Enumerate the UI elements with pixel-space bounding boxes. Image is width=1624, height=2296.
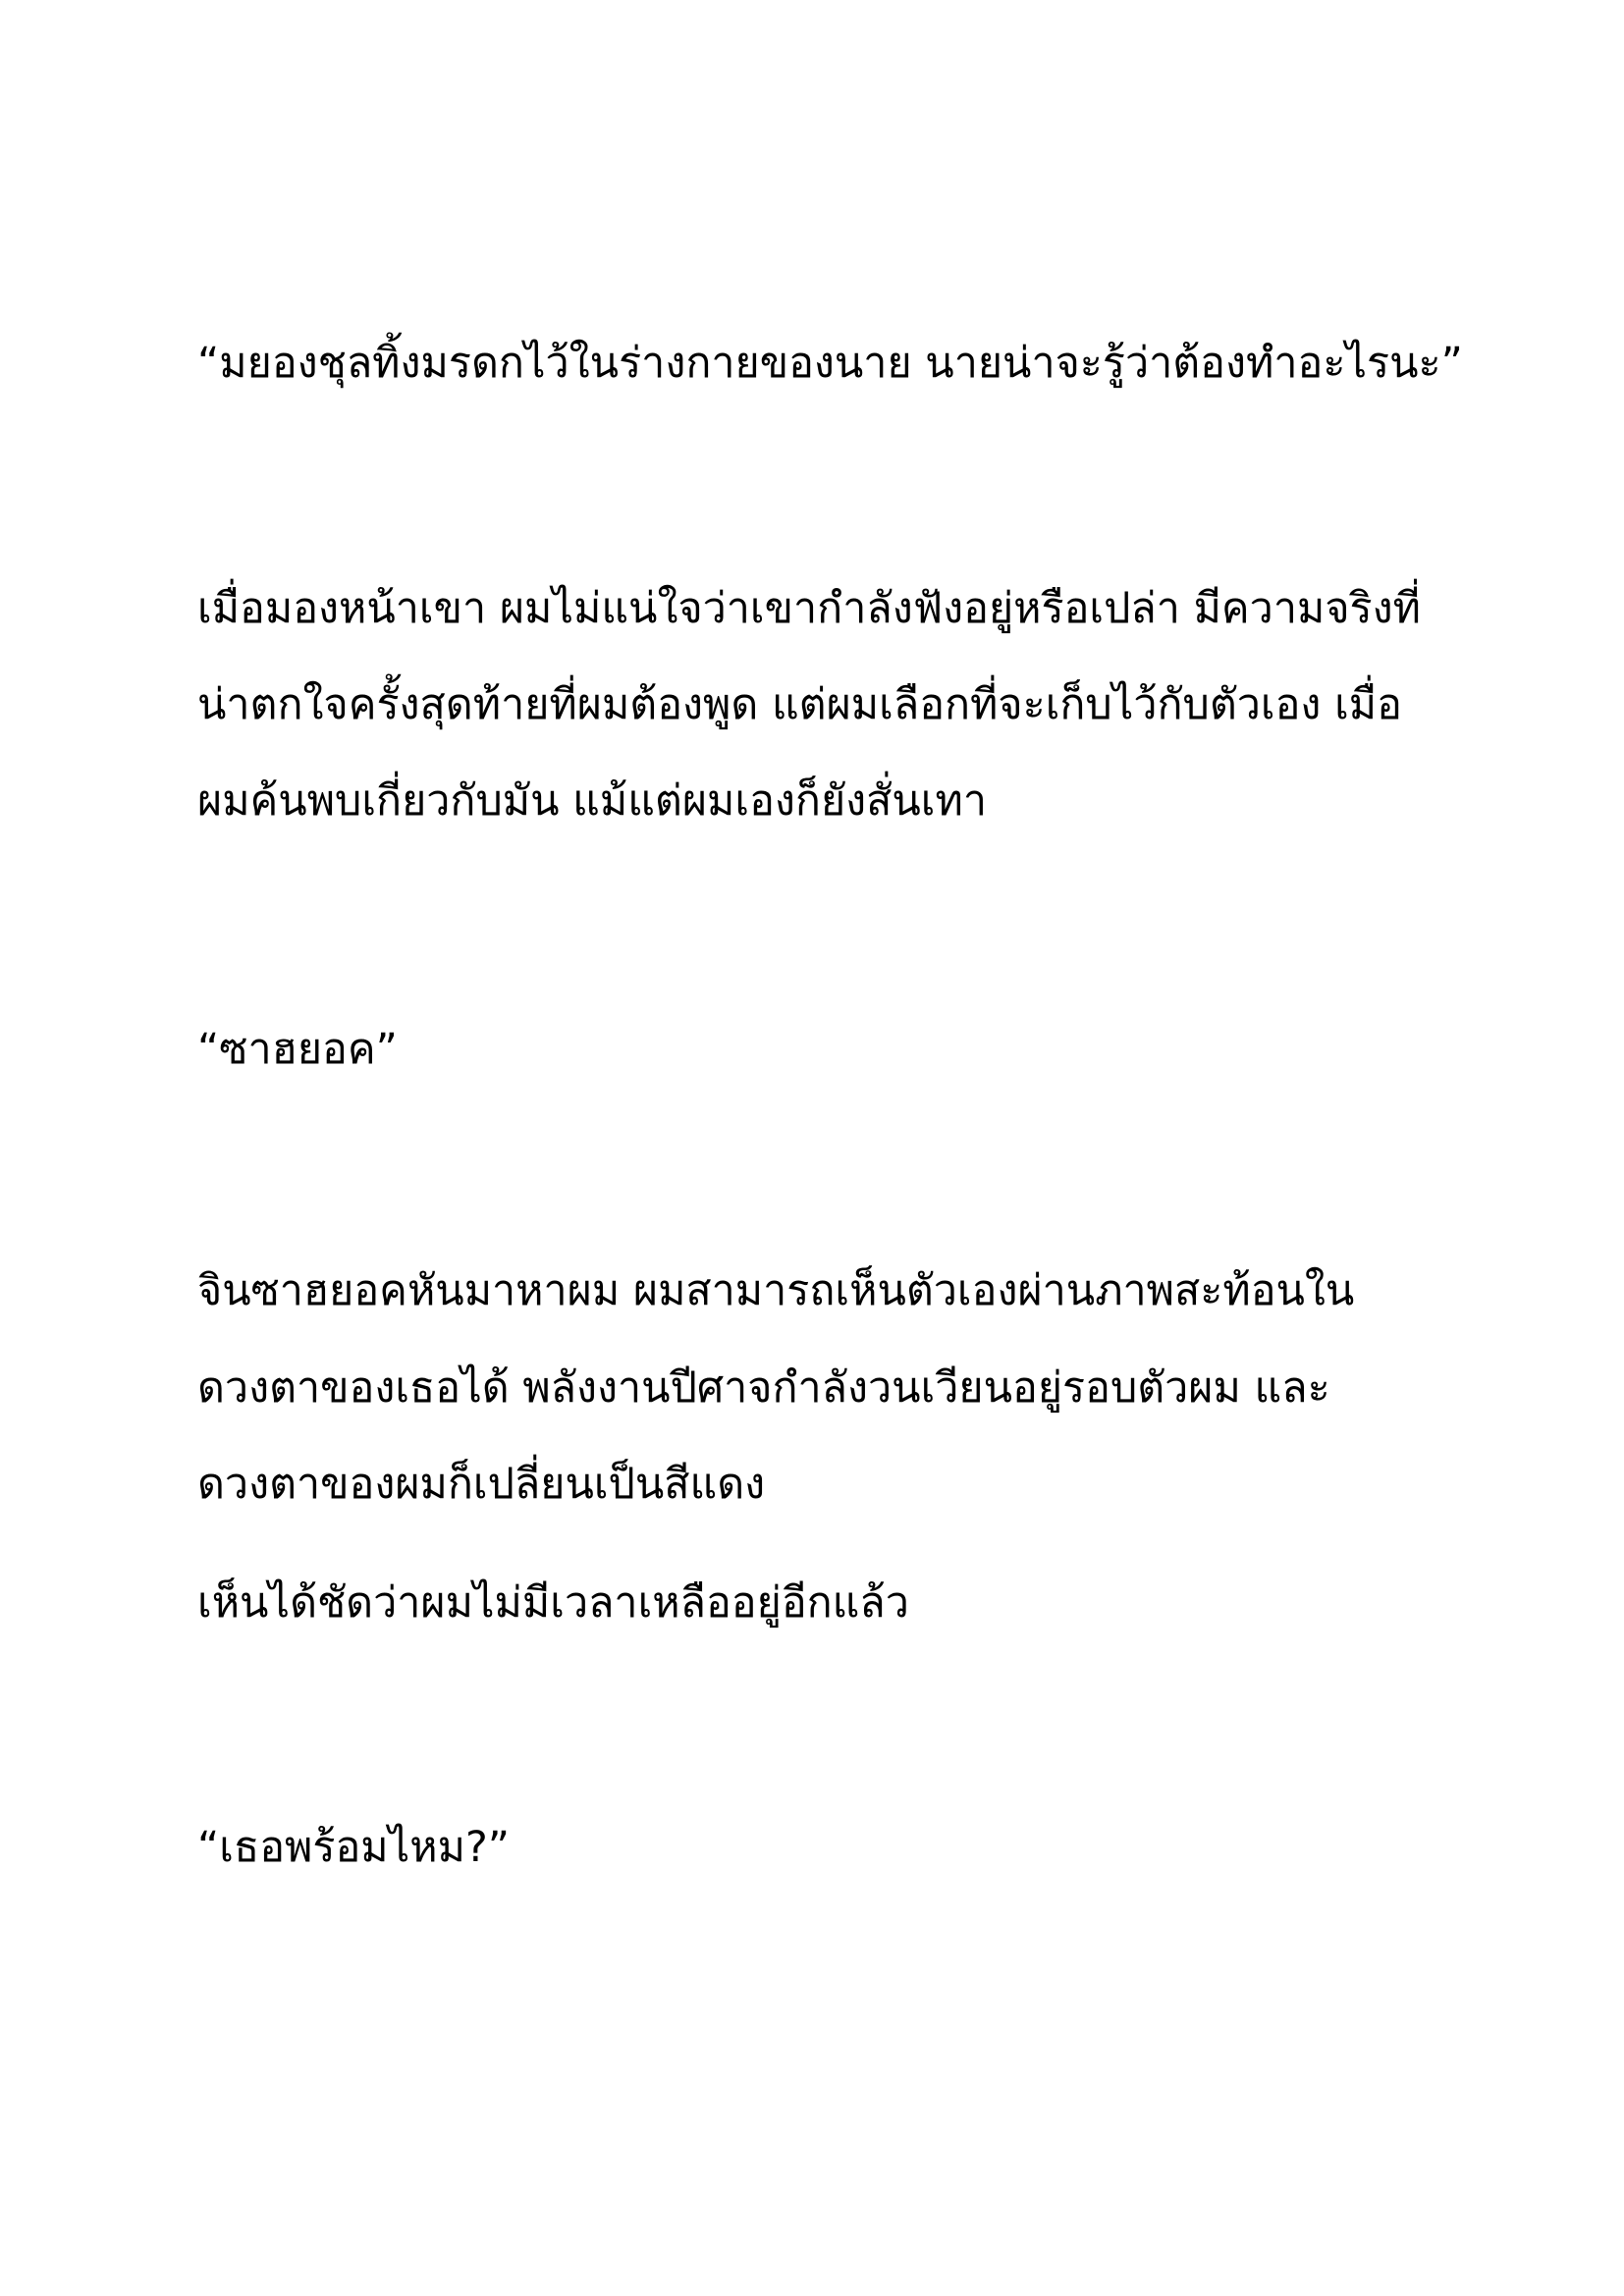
text-line: เห็นได้ชัดว่าผมไม่มีเวลาเหลืออยู่อีกแล้ว [197, 1578, 909, 1628]
text-line: ดวงตาของผมก็เปลี่ยนเป็นสีแดง [197, 1460, 766, 1509]
text-line: “มยองชุลทิ้งมรดกไว้ในร่างกายของนาย นายน่าจะรู้ว่าต้องทำอะไรนะ” [197, 339, 1463, 388]
text-line: ผมค้นพบเกี่ยวกับมัน แม้แต่ผมเองก็ยังสั่นเทา [197, 776, 987, 826]
text-line: น่าตกใจครั้งสุดท้ายที่ผมต้องพูด แต่ผมเลือกที่จะเก็บไว้กับตัวเอง เมื่อ [197, 680, 1402, 729]
text-line: จินซาฮยอคหันมาหาผม ผมสามารถเห็นตัวเองผ่านภาพสะท้อนใน [197, 1266, 1355, 1315]
text-line: “เธอพร้อมไหม?” [197, 1823, 511, 1872]
text-line: ดวงตาของเธอได้ พลังงานปีศาจกำลังวนเวียนอยู่รอบตัวผม และ [197, 1363, 1330, 1413]
text-line: เมื่อมองหน้าเขา ผมไม่แน่ใจว่าเขากำลังฟังอยู่หรือเปล่า มีความจริงที่ [197, 584, 1421, 633]
text-line: “ซาฮยอค” [197, 1025, 398, 1074]
